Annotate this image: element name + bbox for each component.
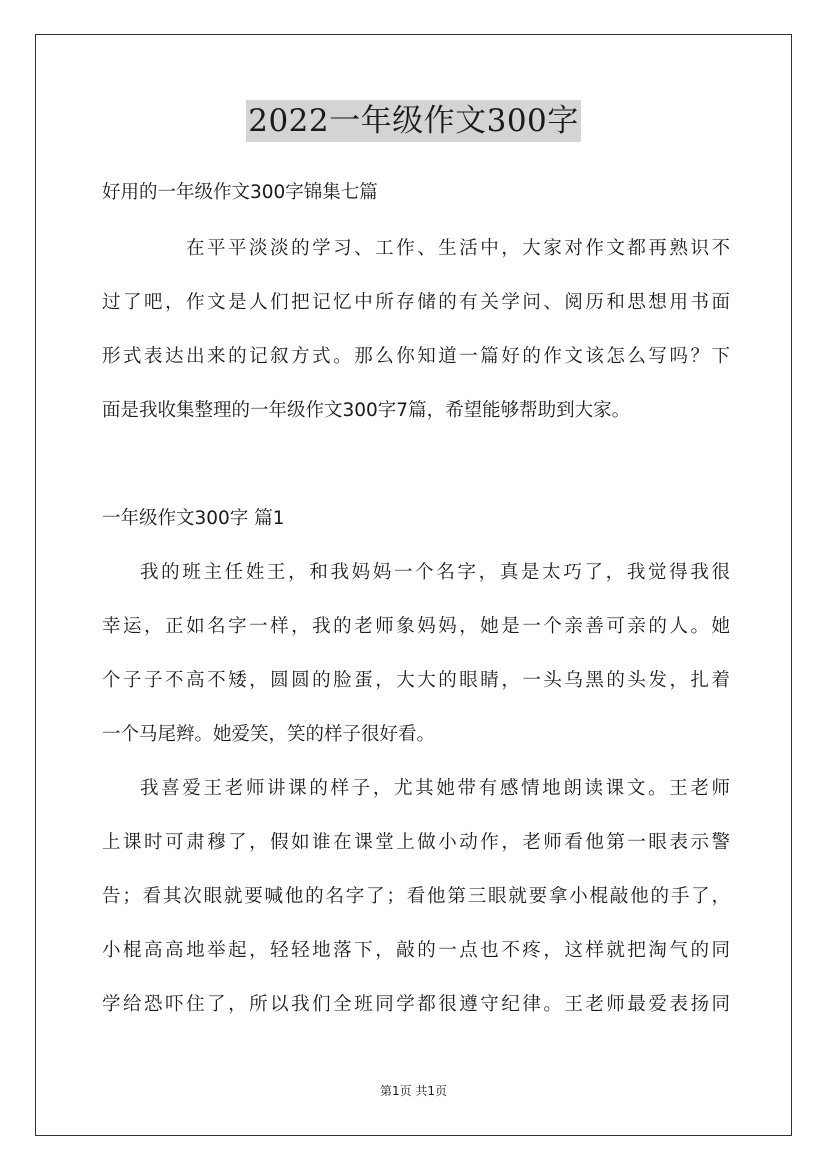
document-subtitle: 好用的一年级作文300字锦集七篇	[102, 182, 378, 203]
paragraph-line: 我的班主任姓王，和我妈妈一个名字，真是太巧了，我觉得我很	[140, 562, 730, 583]
intro-line: 在平平淡淡的学习、工作、生活中，大家对作文都再熟识不	[186, 238, 730, 259]
paragraph-line: 一个马尾辫。她爱笑，笑的样子很好看。	[102, 724, 436, 745]
paragraph-line: 告；看其次眼就要喊他的名字了；看他第三眼就要拿小棍敲他的手了，	[102, 886, 730, 907]
title-container	[0, 100, 827, 142]
intro-line: 过了吧，作文是人们把记忆中所存储的有关学问、阅历和思想用书面	[102, 292, 730, 313]
paragraph-line: 小棍高高地举起，轻轻地落下，敲的一点也不疼，这样就把淘气的同	[102, 940, 730, 961]
document-title: 2022一年级作文300字	[246, 100, 581, 142]
paragraph-line: 幸运，正如名字一样，我的老师象妈妈，她是一个亲善可亲的人。她	[102, 616, 730, 637]
intro-line: 形式表达出来的记叙方式。那么你知道一篇好的作文该怎么写吗？下	[102, 346, 730, 367]
intro-line: 面是我收集整理的一年级作文300字7篇，希望能够帮助到大家。	[102, 400, 631, 421]
paragraph-line: 个子子不高不矮，圆圆的脸蛋，大大的眼睛，一头乌黑的头发，扎着	[102, 670, 730, 691]
section-heading: 一年级作文300字 篇1	[102, 508, 285, 529]
paragraph-line: 学给恐吓住了，所以我们全班同学都很遵守纪律。王老师最爱表扬同	[102, 994, 730, 1015]
paragraph-line: 上课时可肃穆了，假如谁在课堂上做小动作，老师看他第一眼表示警	[102, 832, 730, 853]
page-footer: 第1页 共1页	[379, 1084, 448, 1098]
paragraph-line: 我喜爱王老师讲课的样子，尤其她带有感情地朗读课文。王老师	[140, 778, 730, 799]
